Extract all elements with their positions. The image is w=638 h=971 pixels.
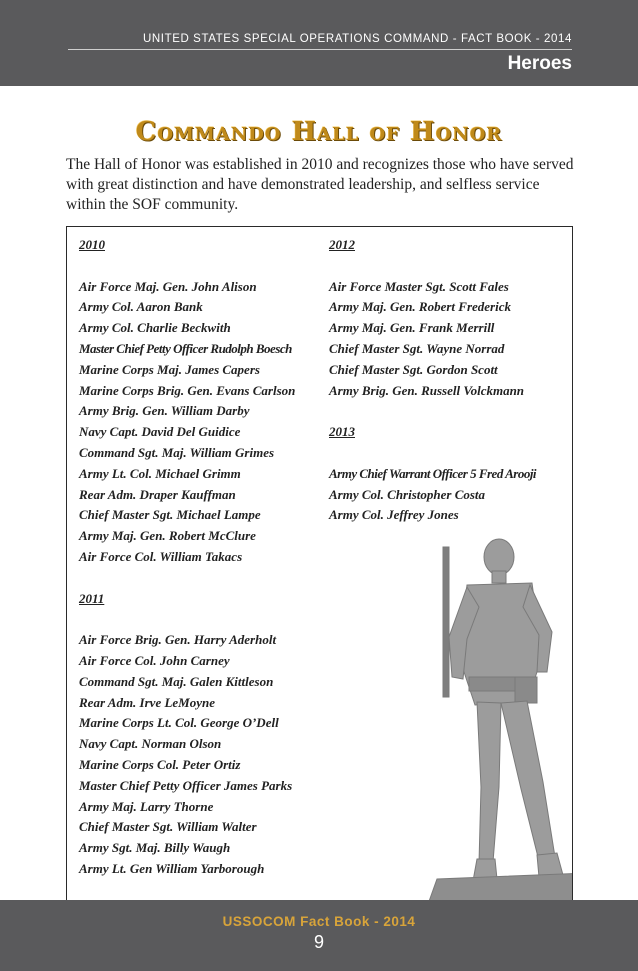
inductee-name: Army Lt. Col. Michael Grimm — [79, 465, 241, 481]
year-heading-2013: 2013 — [329, 424, 355, 440]
inductee-name: Air Force Brig. Gen. Harry Aderholt — [79, 632, 277, 648]
soldier-statue-image — [397, 527, 573, 902]
inductee-name: Marine Corps Col. Peter Ortiz — [79, 756, 241, 772]
inductee-name: Air Force Col. John Carney — [79, 652, 230, 668]
inductee-name: Army Col. Christopher Costa — [329, 486, 486, 502]
inductee-name: Army Col. Jeffrey Jones — [329, 507, 459, 523]
inductee-name: Chief Master Sgt. Wayne Norrad — [329, 340, 505, 356]
inductee-name: Army Chief Warrant Officer 5 Fred Arooji — [329, 465, 537, 481]
hall-of-honor-title: Commando Hall of Honor — [135, 117, 503, 147]
inductee-name: Command Sgt. Maj. Galen Kittleson — [79, 673, 274, 689]
inductee-name: Army Maj. Larry Thorne — [79, 798, 214, 814]
inductee-name: Army Maj. Gen. Robert McClure — [79, 528, 256, 544]
inductee-name: Army Col. Aaron Bank — [79, 299, 203, 315]
inductee-name: Air Force Col. William Takacs — [79, 548, 243, 564]
inductee-name: Rear Adm. Draper Kauffman — [79, 486, 236, 502]
inductee-name: Chief Master Sgt. William Walter — [79, 819, 257, 835]
inductee-name: Army Maj. Gen. Robert Frederick — [329, 299, 511, 315]
inductee-name: Rear Adm. Irve LeMoyne — [79, 694, 215, 710]
inductee-name: Army Col. Charlie Beckwith — [79, 320, 231, 336]
inductee-name: Navy Capt. Norman Olson — [79, 736, 222, 752]
page-number: 9 — [313, 932, 324, 952]
inductees-right-column — [329, 235, 569, 526]
inductee-name: Marine Corps Brig. Gen. Evans Carlson — [79, 382, 296, 398]
inductee-name: Marine Corps Lt. Col. George O’Dell — [79, 715, 279, 731]
inductees-left-column — [79, 235, 339, 880]
header-divider — [68, 49, 572, 50]
inductee-name: Air Force Master Sgt. Scott Fales — [329, 278, 509, 294]
intro-paragraph: The Hall of Honor was established in 2010 and recognizes those who have served with great distinction and have demonstrated leadership, and selfless service within the SOF community. — [66, 156, 574, 213]
inductee-name: Marine Corps Maj. James Capers — [79, 361, 260, 377]
inductee-name: Master Chief Petty Officer James Parks — [79, 777, 293, 793]
inductee-name: Air Force Maj. Gen. John Alison — [79, 278, 257, 294]
footer-title: USSOCOM Fact Book - 2014 — [222, 914, 416, 929]
book-title: UNITED STATES SPECIAL OPERATIONS COMMAND - FACT BOOK - 2014 — [142, 33, 572, 45]
inductee-name: Chief Master Sgt. Gordon Scott — [329, 361, 498, 377]
year-heading-2011: 2011 — [79, 590, 105, 606]
inductee-name: Chief Master Sgt. Michael Lampe — [79, 507, 261, 523]
section-title: Heroes — [507, 53, 572, 74]
inductee-name: Army Brig. Gen. William Darby — [79, 403, 250, 419]
inductee-name: Army Lt. Gen William Yarborough — [79, 860, 265, 876]
inductee-list-box — [66, 226, 573, 902]
page-header — [0, 0, 638, 86]
inductee-name: Command Sgt. Maj. William Grimes — [79, 444, 275, 460]
inductee-name: Master Chief Petty Officer Rudolph Boesch — [79, 340, 292, 356]
year-heading-2012: 2012 — [329, 237, 355, 252]
inductee-name: Army Sgt. Maj. Billy Waugh — [79, 840, 231, 856]
page-footer — [0, 900, 638, 971]
inductee-name: Army Maj. Gen. Frank Merrill — [329, 320, 495, 336]
inductee-name: Navy Capt. David Del Guidice — [79, 424, 241, 440]
year-heading-2010: 2010 — [79, 237, 105, 252]
inductee-name: Army Brig. Gen. Russell Volckmann — [329, 382, 525, 398]
